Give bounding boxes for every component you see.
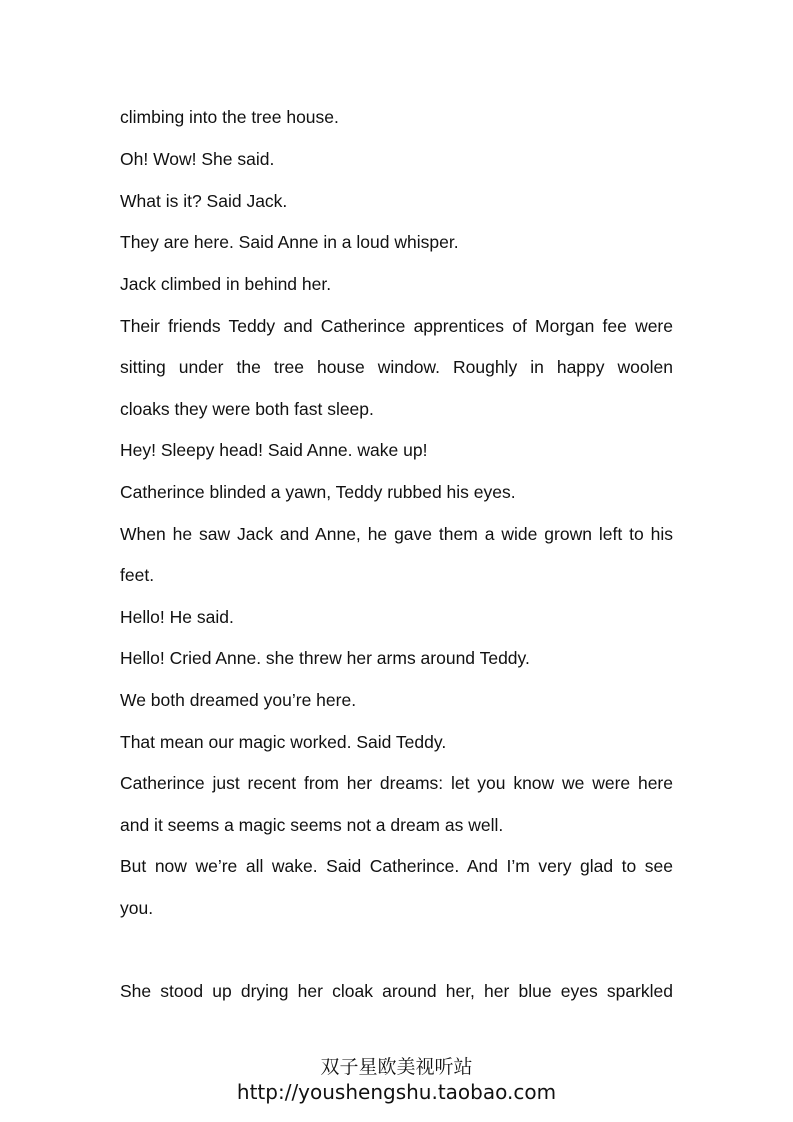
text-line: That mean our magic worked. Said Teddy. — [120, 732, 447, 752]
text-line: Catherince blinded a yawn, Teddy rubbed his eyes. — [120, 482, 516, 502]
text-line: Hello! He said. — [120, 607, 234, 627]
text-line: Catherince just recent from her dreams: let you know we were here — [120, 773, 673, 793]
text-line: climbing into the tree house. — [120, 107, 339, 127]
text-line: What is it? Said Jack. — [120, 191, 288, 211]
text-line: Oh! Wow! She said. — [120, 149, 275, 169]
text-line: cloaks they were both fast sleep. — [120, 399, 374, 419]
text-line: Their friends Teddy and Catherince apprentices of Morgan fee were — [120, 316, 673, 336]
text-line: But now we’re all wake. Said Catherince. And I’m very glad to see — [120, 856, 673, 876]
text-line: and it seems a magic seems not a dream as well. — [120, 815, 504, 835]
text-line: They are here. Said Anne in a loud whisper. — [120, 232, 459, 252]
text-line: you. — [120, 898, 154, 918]
text-line: Hello! Cried Anne. she threw her arms around Teddy. — [120, 648, 530, 668]
text-line: Jack climbed in behind her. — [120, 274, 332, 294]
text-line: We both dreamed you’re here. — [120, 690, 357, 710]
text-line: She stood up drying her cloak around her, her blue eyes sparkled — [120, 981, 673, 1001]
text-line: When he saw Jack and Anne, he gave them a wide grown left to his — [120, 524, 673, 544]
text-line: Hey! Sleepy head! Said Anne. wake up! — [120, 440, 428, 460]
text-line: feet. — [120, 565, 155, 585]
footer-url: http://youshengshu.taobao.com — [236, 1080, 557, 1104]
text-line: sitting under the tree house window. Roughly in happy woolen — [120, 357, 673, 377]
footer-shop-name: 双子星欧美视听站 — [320, 1056, 473, 1078]
